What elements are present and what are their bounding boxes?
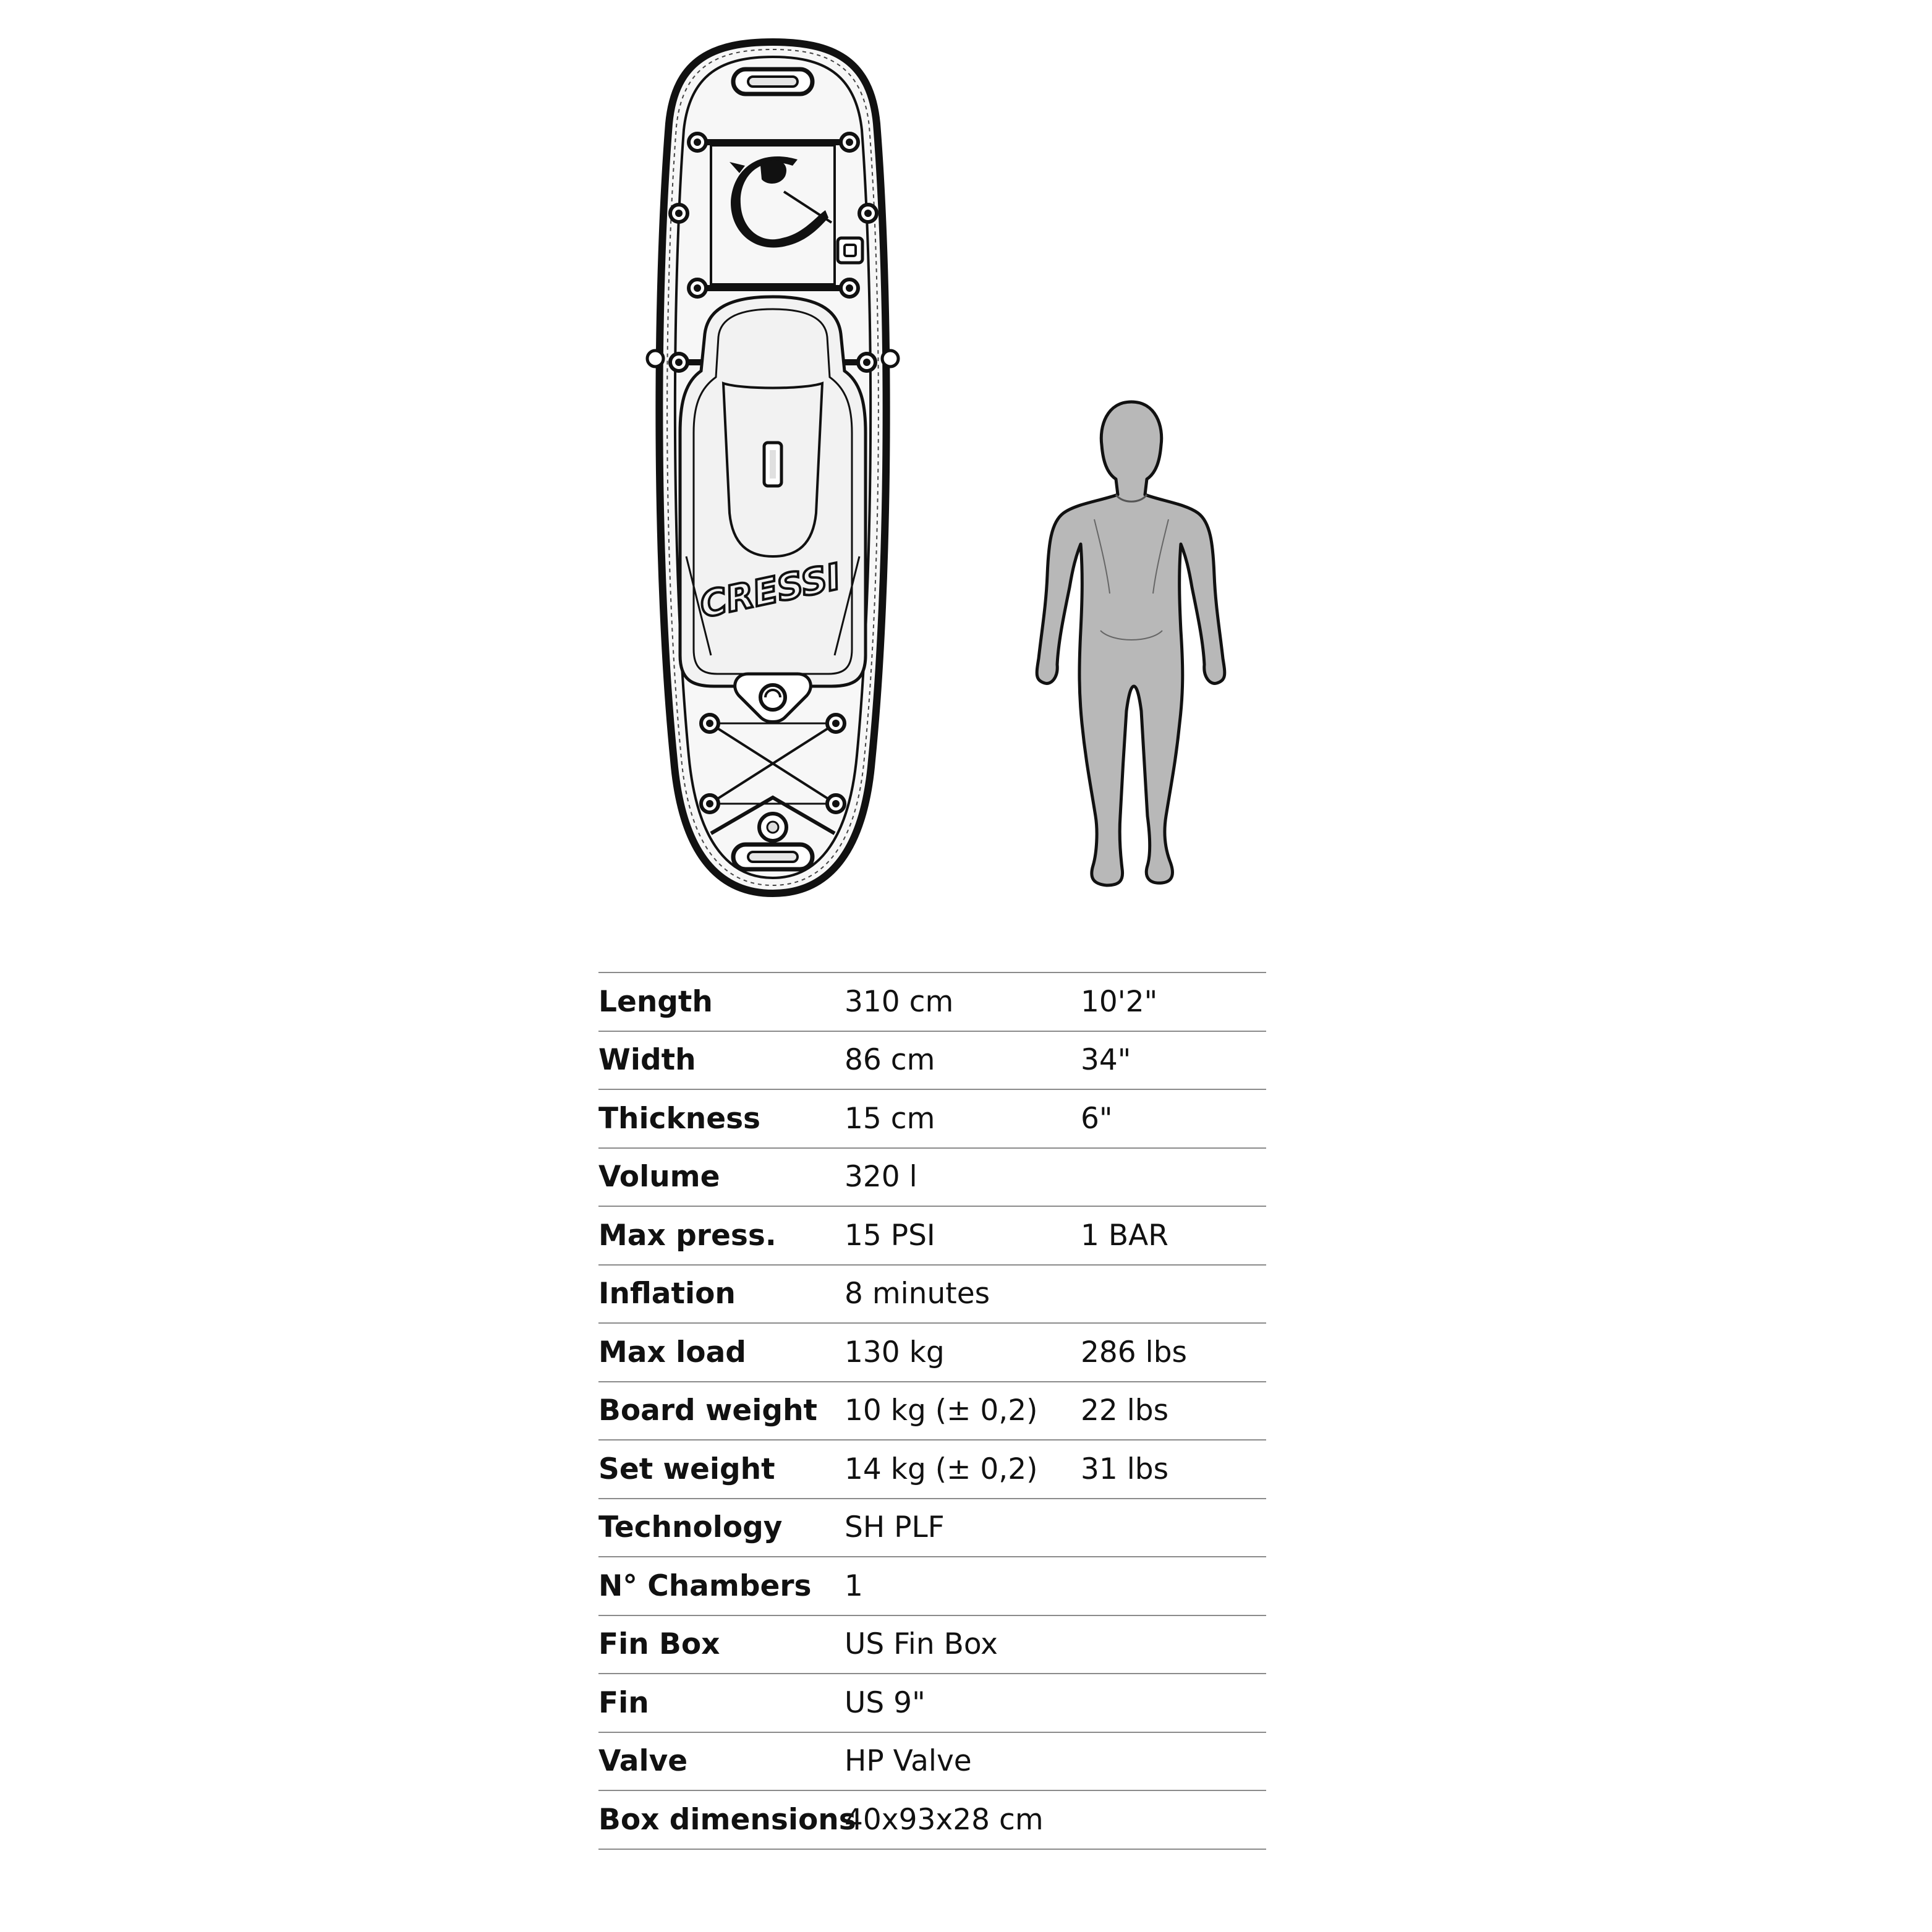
spec-row <box>598 1149 1266 1207</box>
spec-imperial-value: 34" <box>1081 1043 1131 1078</box>
spec-metric-value: 40x93x28 cm <box>845 1802 1044 1837</box>
tail-handle <box>733 845 812 869</box>
spec-row <box>598 973 1266 1032</box>
spec-row <box>598 1090 1266 1149</box>
spec-metric-value: 310 cm <box>845 984 954 1019</box>
spec-metric-value: 10 kg (± 0,2) <box>845 1394 1038 1428</box>
spec-label: Set weight <box>598 1452 775 1486</box>
spec-label: Volume <box>598 1160 720 1194</box>
spec-row <box>598 1032 1266 1091</box>
spec-label: Fin Box <box>598 1627 720 1662</box>
spec-imperial-value: 1 BAR <box>1081 1218 1168 1253</box>
spec-metric-value: 15 PSI <box>845 1218 935 1253</box>
spec-metric-value: 15 cm <box>845 1101 935 1136</box>
spec-row <box>598 1499 1266 1558</box>
spec-metric-value: 86 cm <box>845 1043 935 1078</box>
spec-metric-value: SH PLF <box>845 1510 945 1545</box>
spec-label: Box dimensions <box>598 1802 856 1837</box>
spec-label: Thickness <box>598 1101 761 1136</box>
spec-metric-value: US 9" <box>845 1685 926 1720</box>
spec-metric-value: US Fin Box <box>845 1627 998 1662</box>
deck-wordmark-text: CRESSI <box>696 555 845 626</box>
spec-metric-value: 320 l <box>845 1160 917 1194</box>
spec-row <box>598 1382 1266 1441</box>
spec-metric-value: 8 minutes <box>845 1277 990 1311</box>
spec-row <box>598 1440 1266 1499</box>
spec-metric-value: 130 kg <box>845 1335 945 1369</box>
spec-row <box>598 1791 1266 1850</box>
spec-row <box>598 1207 1266 1266</box>
spec-imperial-value: 22 lbs <box>1081 1394 1169 1428</box>
spec-label: Fin <box>598 1685 649 1720</box>
product-illustration <box>0 0 1932 927</box>
spec-imperial-value: 10'2" <box>1081 984 1158 1019</box>
spec-label: Board weight <box>598 1394 817 1428</box>
spec-imperial-value: 6" <box>1081 1101 1113 1136</box>
spec-row <box>598 1266 1266 1324</box>
spec-label: Valve <box>598 1744 688 1779</box>
spec-row <box>598 1616 1266 1675</box>
spec-imperial-value: 286 lbs <box>1081 1335 1188 1369</box>
spec-label: Length <box>598 984 713 1019</box>
spec-metric-value: 1 <box>845 1568 863 1603</box>
spec-imperial-value: 31 lbs <box>1081 1452 1169 1486</box>
spec-label: Width <box>598 1043 696 1078</box>
spec-label: Technology <box>598 1510 783 1545</box>
spec-row <box>598 1557 1266 1616</box>
spec-label: N° Chambers <box>598 1568 812 1603</box>
specifications-table <box>598 972 1266 1850</box>
human-silhouette <box>1037 402 1225 885</box>
spec-label: Max press. <box>598 1218 777 1253</box>
spec-row <box>598 1674 1266 1733</box>
human-scale-figure <box>1037 402 1225 885</box>
paddle-board-drawing <box>647 42 898 893</box>
square-valve <box>838 238 862 263</box>
spec-row <box>598 1324 1266 1382</box>
spec-metric-value: HP Valve <box>845 1744 972 1779</box>
spec-label: Inflation <box>598 1277 736 1311</box>
spec-row <box>598 1733 1266 1792</box>
deck-pad <box>680 297 866 686</box>
nose-handle <box>733 69 812 94</box>
spec-label: Max load <box>598 1335 746 1369</box>
spec-metric-value: 14 kg (± 0,2) <box>845 1452 1038 1486</box>
